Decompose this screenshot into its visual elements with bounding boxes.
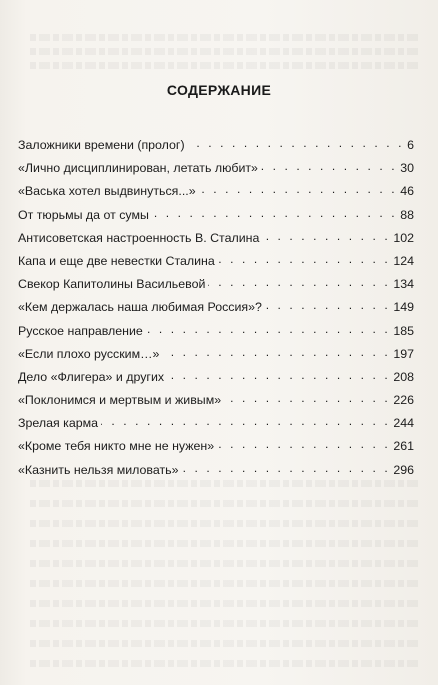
toc-entry-page: 261	[393, 439, 414, 454]
toc-entry[interactable]	[18, 438, 414, 461]
bleed-through-line	[30, 62, 418, 69]
toc-entry-page: 185	[393, 323, 414, 338]
bleed-through-line	[30, 620, 418, 627]
toc-entry-page: 208	[393, 369, 414, 384]
toc-entry-title: Заложники времени (пролог)	[18, 138, 185, 152]
toc-entry[interactable]	[18, 415, 414, 438]
toc-entry-page: 149	[393, 300, 414, 315]
toc-entry-page: 88	[400, 207, 414, 222]
toc-entry-title: «Казнить нельзя миловать»	[18, 462, 179, 477]
toc-entry-title: «Васька хотел выдвинуться...»	[18, 184, 196, 199]
leader-dots	[265, 299, 390, 311]
leader-dots	[224, 392, 390, 404]
leader-dots	[199, 183, 398, 195]
toc-entry[interactable]	[18, 207, 414, 230]
toc-entry-title: Зрелая карма	[18, 416, 99, 431]
toc-entry-page: 296	[393, 462, 414, 477]
bleed-through-line	[30, 48, 418, 55]
bleed-through-line	[30, 560, 418, 567]
leader-dots	[188, 137, 405, 149]
leader-dots	[218, 253, 391, 265]
leader-dots	[217, 438, 390, 450]
toc-entry[interactable]	[18, 137, 414, 160]
leader-dots	[261, 160, 397, 172]
toc-entry-title: «Поклонимся и мертвым и живым»	[18, 393, 222, 408]
contents-heading: СОДЕРЖАНИЕ	[166, 82, 272, 98]
leader-dots	[146, 323, 391, 335]
toc-entry[interactable]	[18, 323, 414, 346]
bleed-through-line	[30, 34, 418, 41]
toc-entry-page: 6	[407, 138, 414, 152]
toc-entry-title: Дело «Флигера» и других	[18, 369, 165, 384]
bleed-through-line	[30, 660, 418, 667]
leader-dots	[182, 462, 391, 474]
toc-entry-page: 102	[393, 230, 414, 245]
bleed-through-line	[30, 580, 418, 587]
toc-entry[interactable]	[18, 160, 414, 183]
leader-dots	[152, 207, 397, 219]
toc-entry-title: «Кем держалась наша любимая Россия»?	[18, 300, 262, 315]
toc-entry-title: От тюрьмы да от сумы	[18, 207, 149, 222]
toc-entry-page: 30	[400, 161, 414, 176]
toc-entry-title: Антисоветская настроенность В. Сталина	[18, 230, 260, 245]
leader-dots	[262, 230, 390, 242]
leader-dots	[101, 415, 390, 427]
toc-entry-title: Свекор Капитолины Васильевой	[18, 277, 206, 292]
toc-entry[interactable]	[18, 369, 414, 392]
toc-entry-page: 124	[393, 253, 414, 268]
leader-dots	[208, 276, 390, 288]
bleed-through-line	[30, 600, 418, 607]
toc-entry-page: 134	[393, 277, 414, 292]
toc-entry-page: 226	[393, 393, 414, 408]
toc-entry[interactable]	[18, 462, 414, 485]
toc-entry[interactable]	[18, 253, 414, 276]
bleed-through-line	[30, 540, 418, 547]
bleed-through-line	[30, 500, 418, 507]
toc-entry-title: «Если плохо русским…»	[18, 346, 160, 361]
toc-entry[interactable]	[18, 299, 414, 322]
bleed-through-line	[30, 640, 418, 647]
toc-entry[interactable]	[18, 276, 414, 299]
toc-entry-page: 244	[393, 416, 414, 431]
toc-entry-title: Русское направление	[18, 323, 143, 338]
toc-entry-page: 197	[393, 346, 414, 361]
toc-entry[interactable]	[18, 230, 414, 253]
toc-entry-title: «Лично дисциплинирован, летать любит»	[18, 161, 258, 176]
toc-entry-title: «Кроме тебя никто мне не нужен»	[18, 439, 215, 454]
leader-dots	[162, 346, 390, 358]
toc-entry[interactable]	[18, 346, 414, 369]
table-of-contents	[18, 137, 414, 485]
bleed-through-line	[30, 520, 418, 527]
toc-entry-title: Капа и еще две невестки Сталина	[18, 253, 215, 268]
toc-entry-page: 46	[400, 184, 414, 199]
leader-dots	[167, 369, 390, 381]
toc-entry[interactable]	[18, 392, 414, 415]
toc-entry[interactable]	[18, 183, 414, 206]
